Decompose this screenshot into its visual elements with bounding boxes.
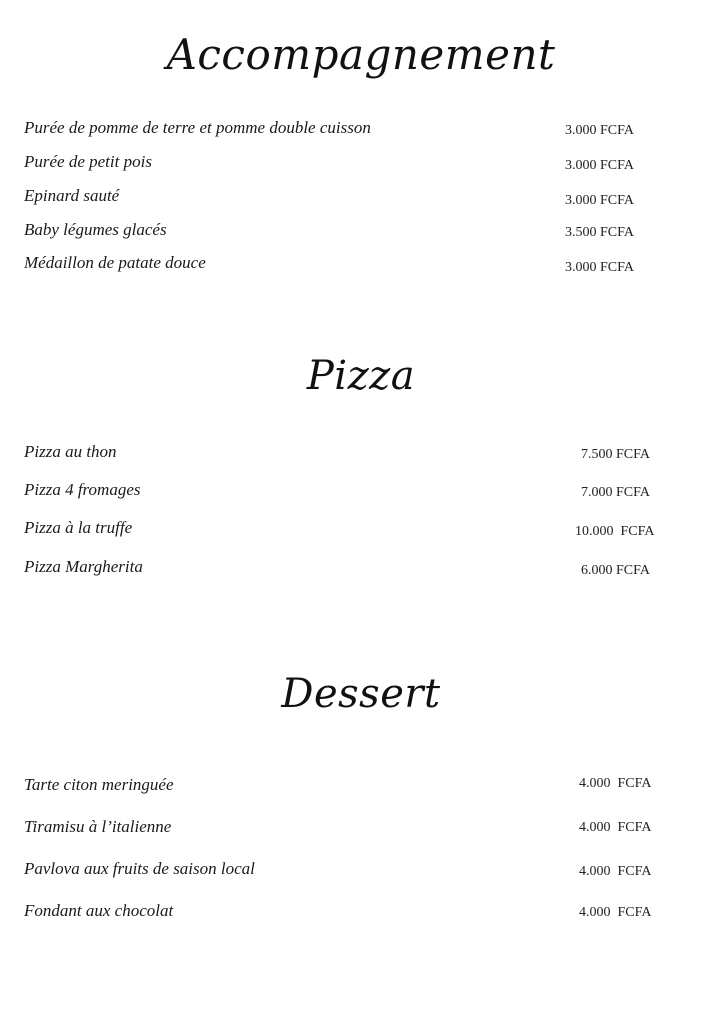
menu-item-name: Baby légumes glacés	[24, 220, 167, 239]
menu-item-name: Pavlova aux fruits de saison local	[24, 859, 255, 878]
menu-item-name: Pizza à la truffe	[24, 518, 133, 537]
menu-item-price: 4.000 FCFA	[579, 820, 652, 835]
menu-item-price: 7.500 FCFA	[581, 447, 650, 462]
menu-item-name: Pizza 4 fromages	[24, 480, 141, 499]
section-title-pizza: Pizza	[306, 353, 416, 399]
menu-item-price: 4.000 FCFA	[579, 864, 652, 879]
menu-item-price: 3.000 FCFA	[565, 158, 634, 173]
section-title-accompagnement: Accompagnement	[166, 30, 556, 79]
menu-item-price: 3.000 FCFA	[565, 123, 634, 138]
menu-item-price: 3.500 FCFA	[565, 225, 634, 240]
menu-item-name: Purée de petit pois	[24, 152, 152, 171]
section-title-dessert: Dessert	[281, 671, 441, 717]
menu-item-name: Purée de pomme de terre et pomme double cuisson	[24, 118, 371, 137]
menu-item-name: Pizza Margherita	[24, 557, 143, 576]
menu-item-name: Pizza au thon	[24, 442, 117, 461]
menu-item-price: 3.000 FCFA	[565, 193, 634, 208]
menu-item-price: 3.000 FCFA	[565, 260, 634, 275]
menu-item-name: Epinard sauté	[24, 186, 120, 205]
menu-item-price: 6.000 FCFA	[581, 563, 650, 578]
menu-item-price: 4.000 FCFA	[579, 776, 652, 791]
menu-item-price: 10.000 FCFA	[575, 524, 655, 539]
menu-item-name: Fondant aux chocolat	[24, 901, 174, 920]
menu-item-name: Tiramisu à l’italienne	[24, 817, 172, 836]
menu-item-name: Médaillon de patate douce	[24, 253, 206, 272]
menu-item-price: 4.000 FCFA	[579, 905, 652, 920]
menu-item-price: 7.000 FCFA	[581, 485, 650, 500]
menu-item-name: Tarte citon meringuée	[24, 775, 174, 794]
